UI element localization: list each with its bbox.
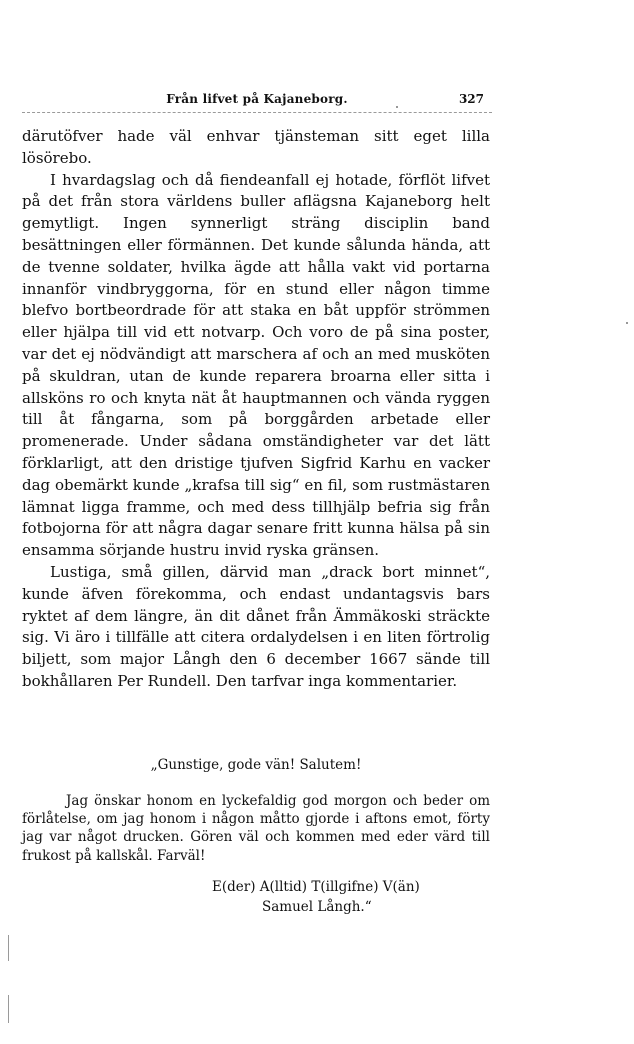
body-text [22, 126, 490, 693]
signature-abbreviation: E(der) A(lltid) T(illgifne) V(än) [212, 878, 420, 895]
letter-salutation: „Gunstige, gode vän! Salutem! [150, 757, 362, 773]
paragraph-feasts: Lustiga, små gillen, därvid man „drack bort minnet“, kunde äfven förekomma, och endast undantagsvis bars ryktet af dem längre, än dit dånet från Ämmäkoski sträckte sig. Vi äro i tillfälle att citera ordalydelsen i en liten förtrolig biljett, som major Långh den 6 december 1667 sände till bokhållaren Per Rundell. Den tarfvar inga kommentarier. [22, 562, 490, 690]
letter-signature [22, 877, 490, 917]
scan-margin-mark [8, 935, 9, 961]
paragraph-daily-life: I hvardagslag och då fiendeanfall ej hotade, förflöt lifvet på det från stora världens buller aflägsna Kajaneborg helt gemytligt. Ingen synnerligt sträng disciplin band besättningen eller förmännen. Det kunde sålunda hända, att de tvenne soldater, hvilka ägde att hålla vakt vid portarna innanför vindbryggorna, för en stund eller någon timme blefvo bortbeordrade för att staka en båt uppför strömmen eller hjälpa till vid ett notvarp. Och voro de på sina poster, var det ej nödvändigt att marschera af och an med musköten på skuldran, utan de kunde reparera broarna eller sitta i allsköns ro och knyta nät åt hauptmannen och vända ryggen till åt fångarna, som på borggården arbetade eller promenerade. Under sådana omständigheter var det lätt förklarligt, att den dristige tjufven Sigfrid Karhu en vacker dag obemärkt kunde „krafsa till sig“ en fil, som rustmästaren lämnat ligga framme, och med dess tillhjälp befria sig från fotbojorna för att några dagar senare fritt kunna hälsa på sin ensamma sörjande hustru invid ryska gränsen. [22, 170, 490, 560]
letter-body: Jag önskar honom en lyckefaldig god morgon och beder om förlåtelse, om jag honom i någon måtto gjorde i aftons emot, förty jag var något drucken. Gören väl och kommen med eder värd till frukost på kallskål. Farväl! [22, 793, 490, 864]
paragraph-continuation: därutöfver hade väl enhvar tjänsteman sitt eget lilla lösörebo. [22, 127, 490, 167]
scan-margin-mark [8, 995, 9, 1023]
running-head [22, 92, 492, 112]
scan-speck [626, 322, 628, 324]
page-number: 327 [458, 92, 484, 106]
signature-name: Samuel Långh.“ [262, 898, 372, 915]
running-title: Från lifvet på Kajaneborg. [166, 92, 348, 106]
quoted-letter [22, 756, 490, 917]
scan-speck [396, 106, 398, 108]
header-rule [22, 112, 492, 113]
